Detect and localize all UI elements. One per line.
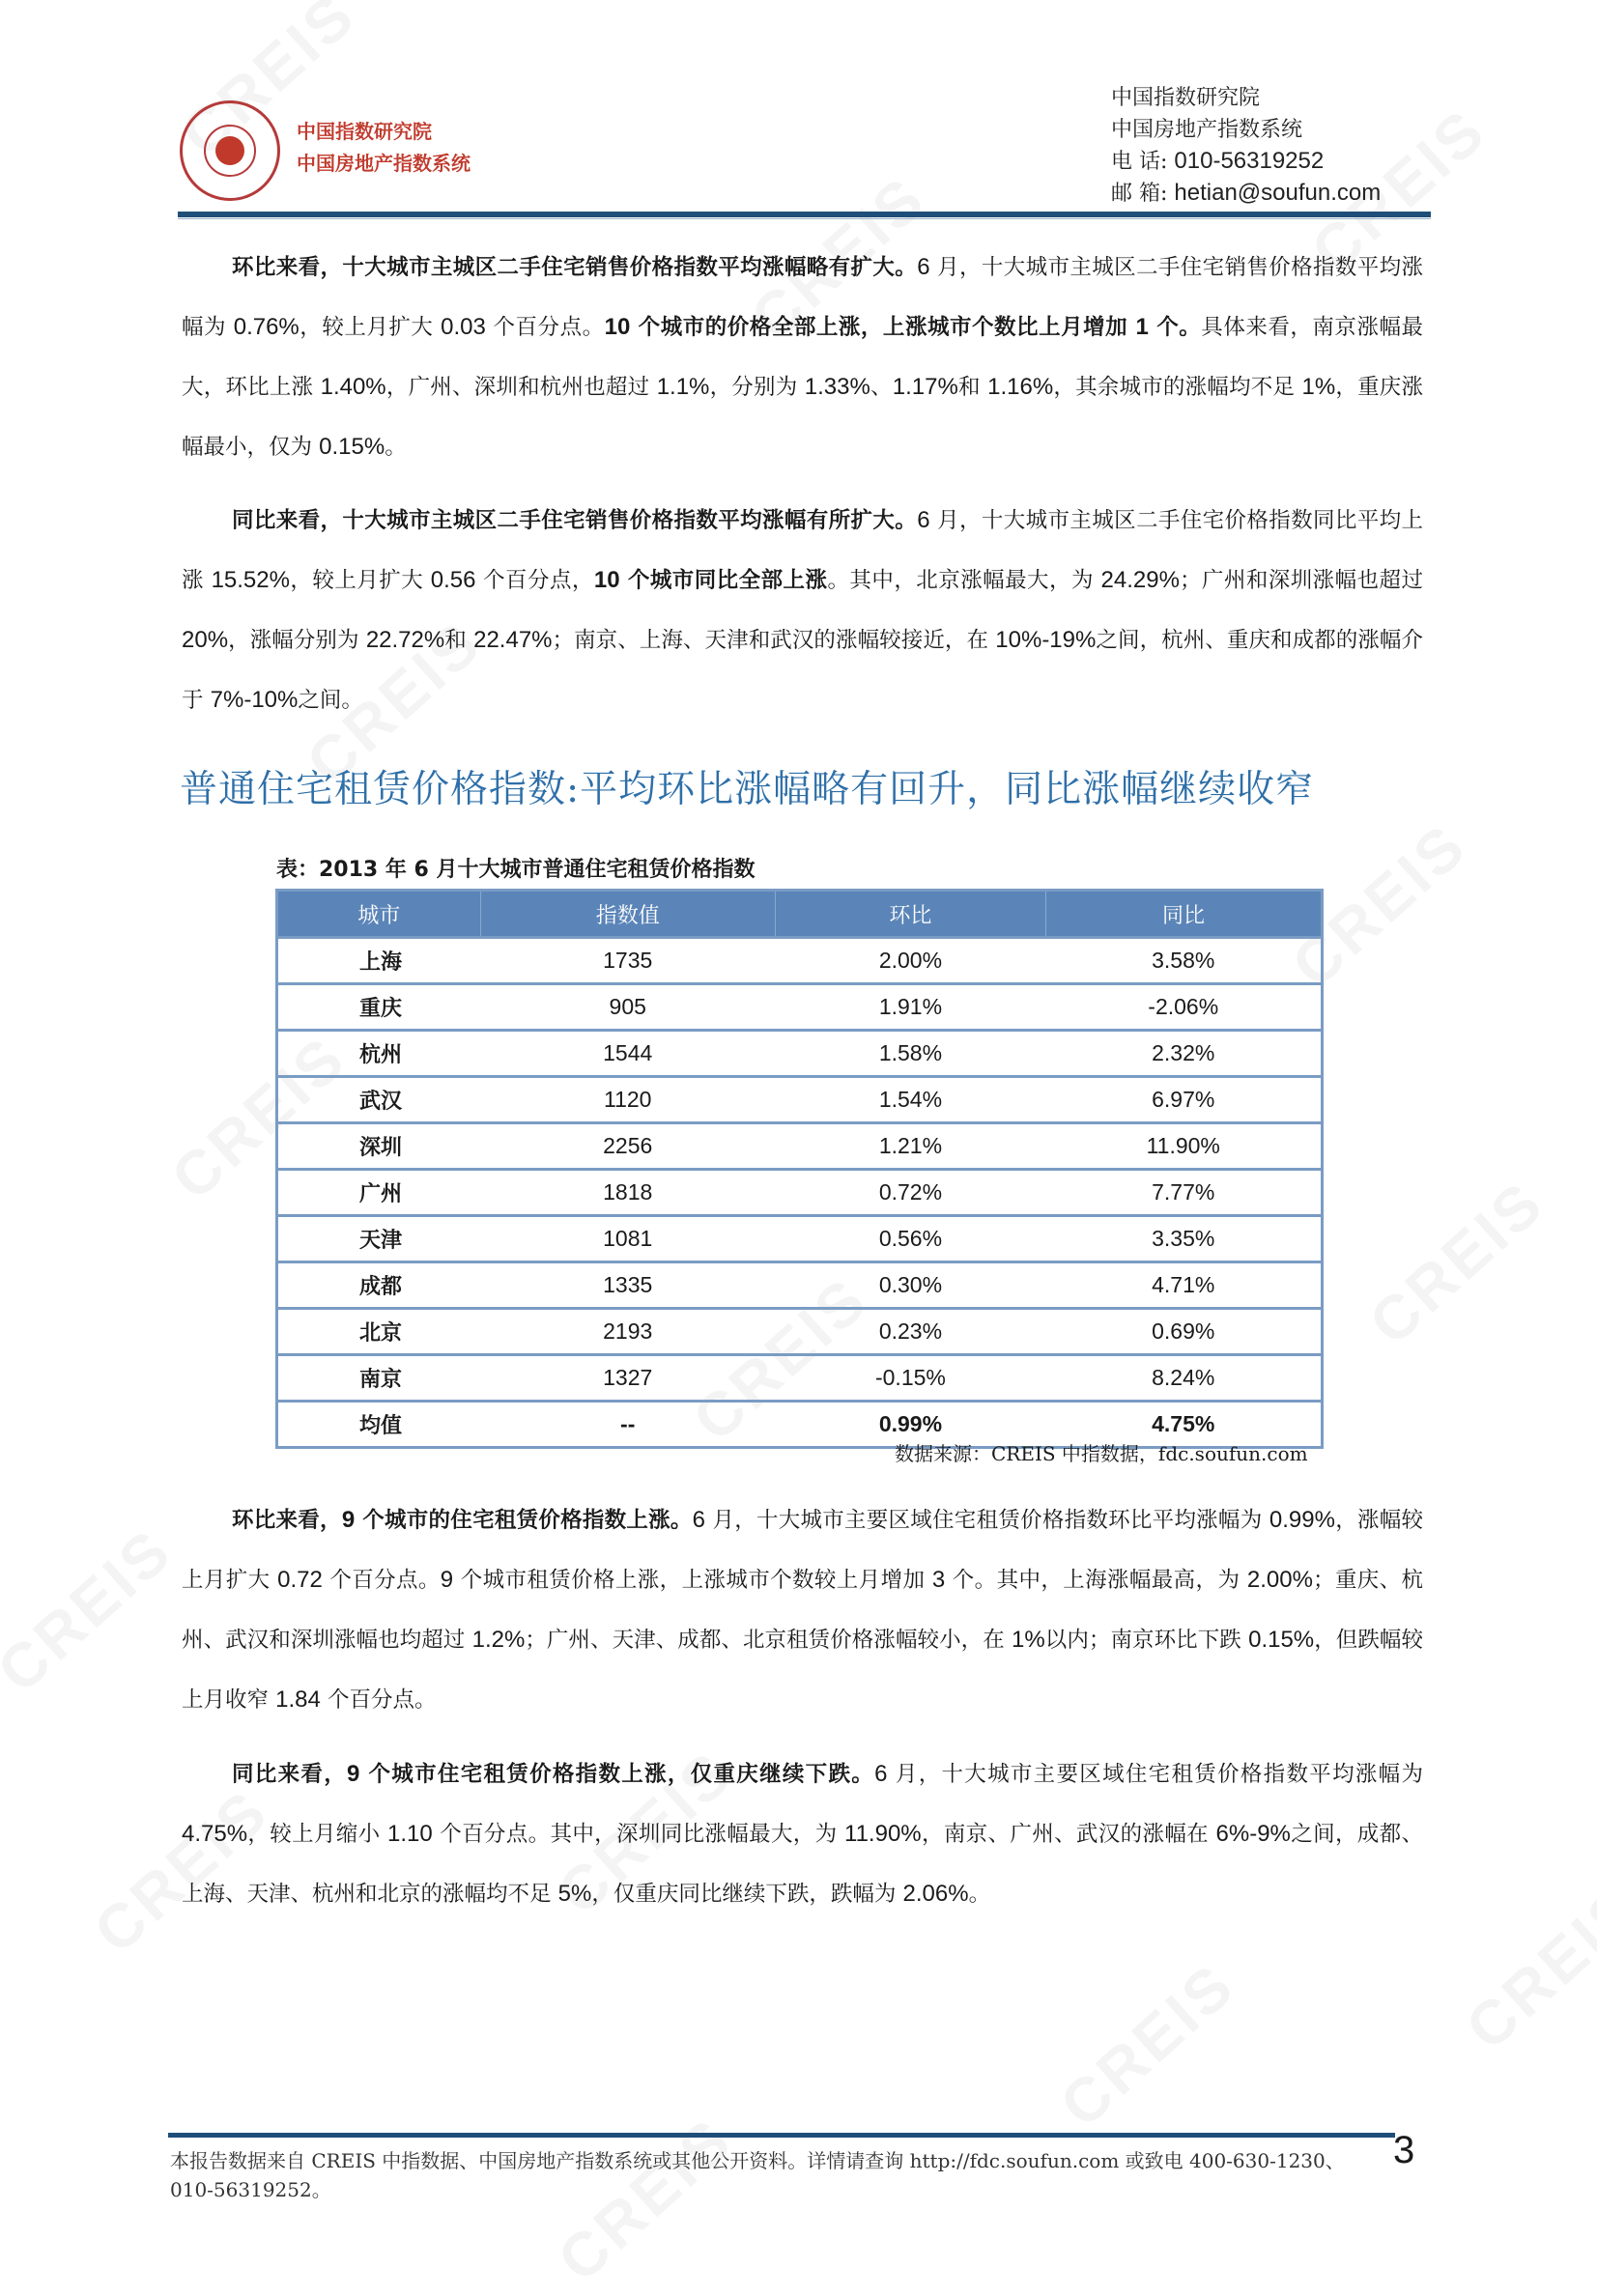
cell-city: 重庆 xyxy=(277,984,481,1031)
paragraph-rental-yoy: 同比来看，9 个城市住宅租赁价格指数上涨，仅重庆继续下跌。6 月，十大城市主要区域住宅租赁价格指数平均涨幅为 4.75%，较上月缩小 1.10 个百分点。其中，深圳同比涨幅最大，为 11.90%，南京、广州、武汉的涨幅在 6%-9%之间，成都、上海、天津、杭州和北京的涨幅均不足 5%，仅重庆同比继续下跌，跌幅为 2.06%。 xyxy=(182,1761,1423,1907)
cell-mom: 1.21% xyxy=(775,1123,1045,1170)
contact-system: 中国房地产指数系统 xyxy=(1111,118,1303,142)
cell-yoy: 6.97% xyxy=(1045,1077,1322,1123)
footer-rule xyxy=(168,2133,1395,2138)
table-row xyxy=(277,1262,1323,1309)
header-index: 指数值 xyxy=(480,891,775,938)
cell-index: 1818 xyxy=(480,1170,775,1216)
section-title: 普通住宅租赁价格指数:平均环比涨幅略有回升，同比涨幅继续收窄 xyxy=(180,768,1315,811)
cell-mom: 0.72% xyxy=(775,1170,1045,1216)
page-number: 3 xyxy=(1393,2129,1415,2171)
cell-city: 武汉 xyxy=(277,1077,481,1123)
cell-city: 北京 xyxy=(277,1309,481,1355)
table-header-row xyxy=(277,891,1323,938)
cell-yoy: 2.32% xyxy=(1045,1031,1322,1077)
watermark xyxy=(1355,1166,1558,1358)
cell-city: 天津 xyxy=(277,1216,481,1262)
cell-mom: 0.56% xyxy=(775,1216,1045,1262)
table-row xyxy=(277,984,1323,1031)
cell-mom: 1.58% xyxy=(775,1031,1045,1077)
cell-index: 905 xyxy=(480,984,775,1031)
email-value: hetian@soufun.com xyxy=(1174,180,1382,206)
table-row xyxy=(277,1309,1323,1355)
cell-index: 1544 xyxy=(480,1031,775,1077)
cell-mom: 0.99% xyxy=(775,1402,1045,1448)
header-yoy: 同比 xyxy=(1045,891,1322,938)
header-rule xyxy=(178,212,1431,217)
paragraph-resale-mom: 环比来看，十大城市主城区二手住宅销售价格指数平均涨幅略有扩大。6 月，十大城市主城区二手住宅销售价格指数平均涨幅为 0.76%，较上月扩大 0.03 个百分点。10 个城市的价格全部上涨，上涨城市个数比上月增加 1 个。具体来看，南京涨幅最大，环比上涨 1.40%，广州、深圳和杭州也超过 1.1%，分别为 1.33%、1.17%和 1.16%，其余城市的涨幅均不足 1%，重庆涨幅最小，仅为 0.15%。 xyxy=(182,254,1424,460)
cell-yoy: -2.06% xyxy=(1045,984,1322,1031)
cell-index: 2193 xyxy=(480,1309,775,1355)
cell-mom: 0.23% xyxy=(775,1309,1045,1355)
table-row xyxy=(277,1123,1323,1170)
phone-label: 电 话: xyxy=(1111,150,1168,174)
cell-index: 2256 xyxy=(480,1123,775,1170)
cell-yoy: 3.58% xyxy=(1045,938,1322,984)
contact-email xyxy=(1111,177,1381,207)
cell-yoy: 0.69% xyxy=(1045,1309,1322,1355)
watermark xyxy=(1046,1948,1249,2140)
cell-mom: 1.54% xyxy=(775,1077,1045,1123)
table-row xyxy=(277,1031,1323,1077)
paragraph-rental-mom: 环比来看，9 个城市的住宅租赁价格指数上涨。6 月，十大城市主要区域住宅租赁价格指数环比平均涨幅为 0.99%，涨幅较上月扩大 0.72 个百分点。9 个城市租赁价格上涨，上涨城市个数较上月增加 3 个。其中，上海涨幅最高，为 2.00%；重庆、杭州、武汉和深圳涨幅也均超过 1.2%；广州、天津、成都、北京租赁价格涨幅较小，在 1%以内；南京环比下跌 0.15%，但跌幅较上月收窄 1.84 个百分点。 xyxy=(182,1507,1423,1713)
table-row xyxy=(277,1170,1323,1216)
cell-index: -- xyxy=(480,1402,775,1448)
footer-text: 本报告数据来自 CREIS 中指数据、中国房地产指数系统或其他公开资料。详情请查询 http://fdc.soufun.com 或致电 400-630-1230、010-56319252。 xyxy=(170,2149,1345,2201)
cell-city: 杭州 xyxy=(277,1031,481,1077)
watermark xyxy=(1452,1871,1597,2063)
cell-yoy: 3.35% xyxy=(1045,1216,1322,1262)
cell-city: 南京 xyxy=(277,1355,481,1402)
cell-index: 1735 xyxy=(480,938,775,984)
email-label: 邮 箱: xyxy=(1111,182,1168,206)
cell-index: 1120 xyxy=(480,1077,775,1123)
watermark xyxy=(0,1514,186,1706)
cell-yoy: 8.24% xyxy=(1045,1355,1322,1402)
table-row xyxy=(277,938,1323,984)
contact-org: 中国指数研究院 xyxy=(1111,86,1261,110)
cell-city: 成都 xyxy=(277,1262,481,1309)
cell-yoy: 11.90% xyxy=(1045,1123,1322,1170)
cell-index: 1335 xyxy=(480,1262,775,1309)
header-city: 城市 xyxy=(277,891,481,938)
table-row xyxy=(277,1355,1323,1402)
phone-value: 010-56319252 xyxy=(1174,148,1325,174)
rental-index-table xyxy=(275,889,1324,1449)
table-title: 表：2013 年 6 月十大城市普通住宅租赁价格指数 xyxy=(276,858,756,882)
cell-city: 上海 xyxy=(277,938,481,984)
contact-phone xyxy=(1111,145,1324,175)
cell-yoy: 4.75% xyxy=(1045,1402,1322,1448)
header-mom: 环比 xyxy=(775,891,1045,938)
header-rule-thin xyxy=(178,218,1431,219)
paragraph-resale-yoy: 同比来看，十大城市主城区二手住宅销售价格指数平均涨幅有所扩大。6 月，十大城市主城区二手住宅价格指数同比平均上涨 15.52%，较上月扩大 0.56 个百分点，10 个城市同比全部上涨。其中，北京涨幅最大，为 24.29%；广州和深圳涨幅也超过 20%，涨幅分别为 22.72%和 22.47%；南京、上海、天津和武汉的涨幅较接近，在 10%-19%之间，杭州、重庆和成都的涨幅介于 7%-10%之间。 xyxy=(182,507,1424,713)
cell-mom: 1.91% xyxy=(775,984,1045,1031)
cell-index: 1327 xyxy=(480,1355,775,1402)
table-row xyxy=(277,1077,1323,1123)
cell-yoy: 7.77% xyxy=(1045,1170,1322,1216)
cell-mom: 0.30% xyxy=(775,1262,1045,1309)
cell-yoy: 4.71% xyxy=(1045,1262,1322,1309)
academy-logo xyxy=(180,100,280,201)
cell-index: 1081 xyxy=(480,1216,775,1262)
cell-mom: -0.15% xyxy=(775,1355,1045,1402)
cell-city: 深圳 xyxy=(277,1123,481,1170)
org-system-name: 中国房地产指数系统 xyxy=(297,152,471,175)
cell-mom: 2.00% xyxy=(775,938,1045,984)
cell-city: 广州 xyxy=(277,1170,481,1216)
org-name: 中国指数研究院 xyxy=(297,120,432,143)
cell-city: 均值 xyxy=(277,1402,481,1448)
table-source: 数据来源：CREIS 中指数据，fdc.soufun.com xyxy=(895,1442,1308,1465)
table-row xyxy=(277,1216,1323,1262)
